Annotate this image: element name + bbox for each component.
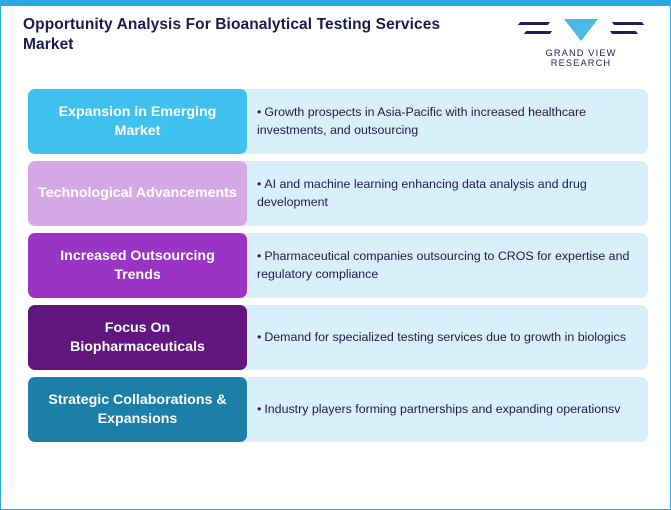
description-text — [257, 104, 632, 140]
opportunity-row — [28, 233, 648, 298]
opportunity-row — [28, 305, 648, 370]
opportunity-label: Strategic Collaborations & Expansions — [28, 377, 247, 442]
opportunity-label: Focus On Biopharmaceuticals — [28, 305, 247, 370]
opportunity-rows — [28, 89, 648, 449]
opportunity-description — [243, 161, 648, 226]
bullet-icon: • — [257, 329, 262, 344]
description-value: Pharmaceutical companies outsourcing to CROS for expertise and regulatory compliance — [257, 248, 630, 281]
page-title: Opportunity Analysis For Bioanalytical Testing Services Market — [23, 16, 441, 54]
logo-wordmark: GRAND VIEW RESEARCH — [545, 48, 617, 68]
logo-marks — [514, 17, 648, 43]
logo-right-chevron-icon — [607, 19, 643, 41]
opportunity-label: Expansion in Emerging Market — [28, 89, 247, 154]
opportunity-description — [243, 305, 648, 370]
brand-logo — [514, 17, 648, 68]
description-text — [257, 248, 632, 284]
logo-left-chevron-icon — [519, 19, 555, 41]
description-value: Demand for specialized testing services due to growth in biologics — [264, 329, 626, 344]
bullet-icon: • — [257, 401, 262, 416]
opportunity-row — [28, 377, 648, 442]
top-accent-bar — [1, 1, 671, 6]
bullet-icon: • — [257, 176, 262, 191]
description-value: AI and machine learning enhancing data analysis and drug development — [257, 176, 587, 209]
opportunity-description — [243, 233, 648, 298]
description-text — [257, 401, 620, 419]
opportunity-description — [243, 89, 648, 154]
bullet-icon: • — [257, 248, 262, 263]
opportunity-row — [28, 161, 648, 226]
description-value: Industry players forming partnerships and expanding operationsv — [264, 401, 621, 416]
opportunity-description — [243, 377, 648, 442]
description-text — [257, 176, 632, 212]
opportunity-row — [28, 89, 648, 154]
header — [23, 15, 654, 73]
opportunity-label: Technological Advancements — [28, 161, 247, 226]
description-text — [257, 329, 626, 347]
logo-triangle-icon — [564, 19, 598, 41]
opportunity-label: Increased Outsourcing Trends — [28, 233, 247, 298]
bullet-icon: • — [257, 104, 262, 119]
description-value: Growth prospects in Asia-Pacific with increased healthcare investments, and outsourcing — [257, 104, 586, 137]
